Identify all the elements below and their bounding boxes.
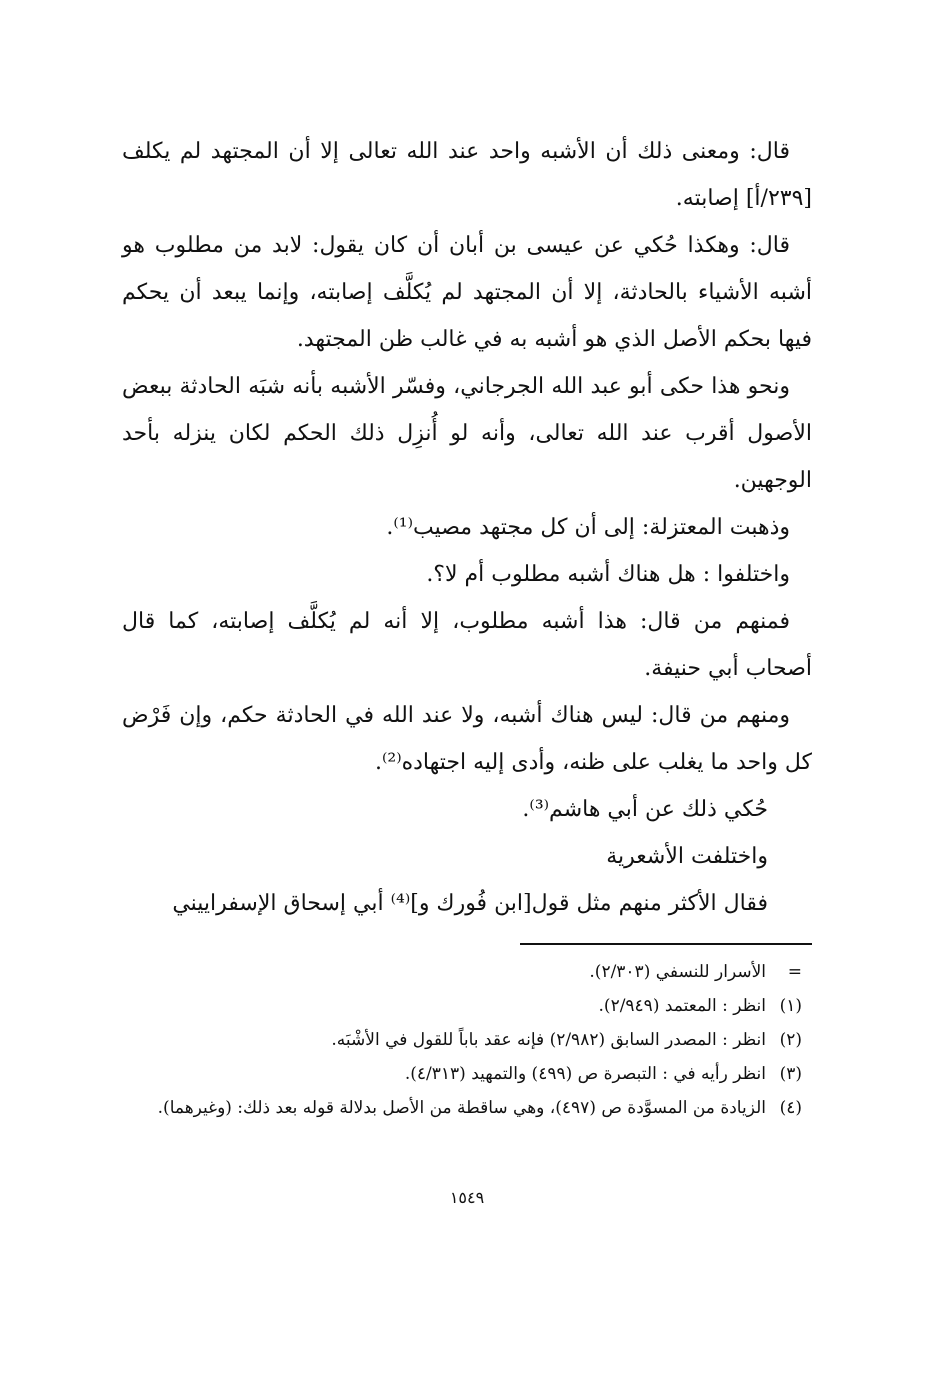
paragraph-9: واختلفت الأشعرية: [606, 844, 768, 869]
footnote-2: [122, 1023, 812, 1057]
paragraph-7: ومنهم من قال: ليس هناك أشبه، ولا عند الله في الحادثة حكم، وإن فَرْض كل واحد ما يغلب على ظنه، وأدى إليه اجتهاده⁽²⁾.: [122, 703, 812, 775]
footnote-1: [122, 989, 812, 1023]
footnote-continued: [122, 955, 812, 989]
paragraph-6: فمنهم من قال: هذا أشبه مطلوب، إلا أنه لم يُكلَّف إصابته، كما قال أصحاب أبي حنيفة.: [122, 609, 812, 681]
footnote-marker: =: [787, 962, 802, 982]
paragraph-8: حُكي ذلك عن أبي هاشم⁽³⁾.: [522, 797, 768, 822]
footnote-text: الزيادة من المسوَّدة ص (٤٩٧)، وهي ساقطة من الأصل بدلالة قوله بعد ذلك: (وغيرهما).: [157, 1098, 766, 1118]
paragraph-3: ونحو هذا حكى أبو عبد الله الجرجاني، وفسّر الأشبه بأنه شبَه الحادثة ببعض الأصول أقرب عند الله تعالى، وأنه لو أُنزِل ذلك الحكم لكان ينزله بأحد الوجهين.: [122, 374, 812, 493]
footnote-separator: [520, 943, 812, 945]
footnote-text: الأسرار للنسفي (٢/٣٠٣).: [589, 962, 766, 982]
footnote-marker: (٢): [779, 1030, 802, 1050]
footnote-text: انظر رأيه في : التبصرة ص (٤٩٩) والتمهيد (٤/٣١٣).: [404, 1064, 766, 1084]
paragraph-5: واختلفوا : هل هناك أشبه مطلوب أم لا؟.: [426, 562, 790, 587]
main-text: [122, 128, 812, 927]
footnote-marker: (١): [779, 996, 802, 1016]
page-number: ١٥٤٩: [449, 1188, 485, 1207]
paragraph-4: وذهبت المعتزلة: إلى أن كل مجتهد مصيب⁽¹⁾.: [386, 515, 790, 540]
footnote-marker: (٤): [779, 1098, 802, 1118]
paragraph-2: قال: وهكذا حُكي عن عيسى بن أبان أن كان يقول: لابد من مطلوب هو أشبه الأشياء بالحادثة، إلا أن المجتهد لم يُكلَّف إصابته، وإنما يبعد أن يحكم فيها بحكم الأصل الذي هو أشبه به في غالب ظن المجتهد.: [122, 233, 812, 352]
footnote-text: انظر : المصدر السابق (٢/٩٨٢) فإنه عقد باباً للقول في الأشْبَه.: [331, 1030, 766, 1050]
book-page: [122, 128, 812, 1125]
footnote-4: [122, 1091, 812, 1125]
footnotes: [122, 955, 812, 1125]
footnote-marker: (٣): [779, 1064, 802, 1084]
paragraph-1: قال: ومعنى ذلك أن الأشبه واحد عند الله تعالى إلا أن المجتهد لم يكلف [٢٣٩/أ] إصابته.: [122, 139, 812, 211]
footnote-3: [122, 1057, 812, 1091]
paragraph-10: فقال الأكثر منهم مثل قول[ابن فُورك و]⁽⁴⁾ أبي إسحاق الإسفراييني: [172, 891, 768, 916]
footnote-text: انظر : المعتمد (٢/٩٤٩).: [598, 996, 766, 1016]
